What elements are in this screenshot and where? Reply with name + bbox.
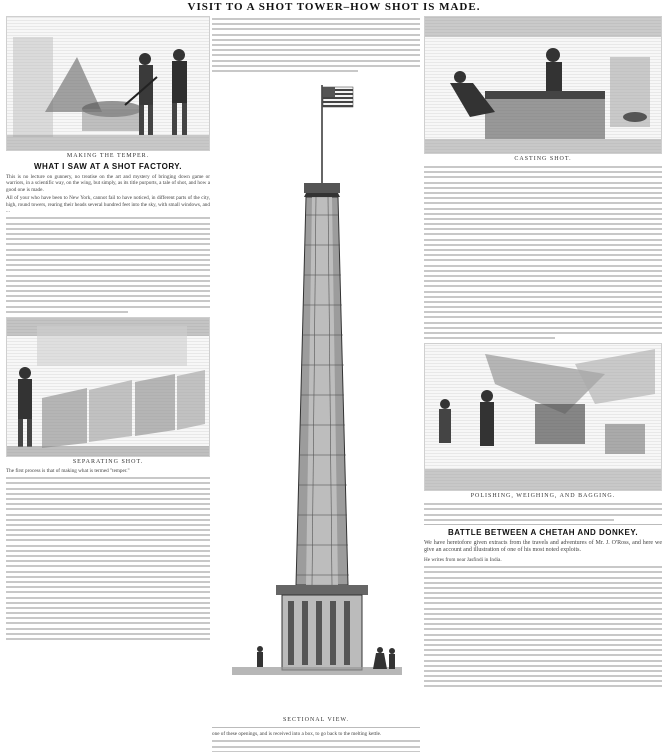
casting-shot-engraving [424, 16, 662, 154]
polishing-engraving [424, 343, 662, 491]
shot-factory-text-block [6, 217, 210, 312]
right-column [424, 16, 662, 752]
page-headline: VISIT TO A SHOT TOWER–HOW SHOT IS MADE. [187, 1, 481, 13]
section-rule [424, 524, 662, 525]
separating-shot-caption: SEPARATING SHOT. [72, 458, 144, 465]
polishing-caption: POLISHING, WEIGHING, AND BAGGING. [470, 493, 616, 500]
left-column [6, 16, 210, 752]
casting-shot-caption: CASTING SHOT. [514, 156, 572, 162]
shot-factory-intro: This is no lecture on gunnery, no treatise on the art and mystery of bringing down game or warriors, in a scientific way, on the wing, but simply, as its title purports, a tale of shot, and how a good one is made. [6, 174, 210, 193]
flag-icon [323, 87, 353, 107]
shot-tower-drawing [212, 75, 420, 715]
chetah-donkey-attribution: He writes from near Jasfindi in India. [424, 556, 502, 563]
polishing-text-block [424, 503, 662, 521]
temper-process-text-block [6, 477, 210, 640]
tower-footer-text-block [212, 740, 420, 752]
separating-shot-engraving [6, 317, 210, 457]
intro-text-block [212, 18, 420, 72]
shot-factory-paragraph-2: All of your who have been to New York, cannot fail to have noticed, in different parts of the city, high, round towers, rearing their heads several hundred feet into the sky, with small windows, and ... [6, 195, 210, 215]
shot-factory-title: WHAT I SAW AT A SHOT FACTORY. [34, 162, 182, 171]
chetah-donkey-text-block [424, 566, 662, 687]
making-temper-engraving [6, 16, 210, 151]
chetah-donkey-intro: We have heretofore given extracts from the travels and adventures of Mr. J. O'Ross, and here we give an account and illustration of one of his most noted exploits. [424, 539, 662, 554]
casting-text-block [424, 166, 662, 339]
sectional-view-caption: SECTIONAL VIEW. [282, 717, 350, 724]
temper-process-text: The first process is that of making what is termed "temper." [6, 467, 130, 474]
column-rule [212, 727, 420, 728]
middle-column [212, 16, 420, 752]
making-temper-caption: MAKING THE TEMPER. [66, 153, 150, 159]
shot-tower-illustration [212, 75, 420, 715]
tower-footer-text: one of these openings, and is received into a box, to go back to the melting kettle. [212, 731, 382, 738]
chetah-donkey-title: BATTLE BETWEEN A CHETAH AND DONKEY. [447, 527, 639, 537]
